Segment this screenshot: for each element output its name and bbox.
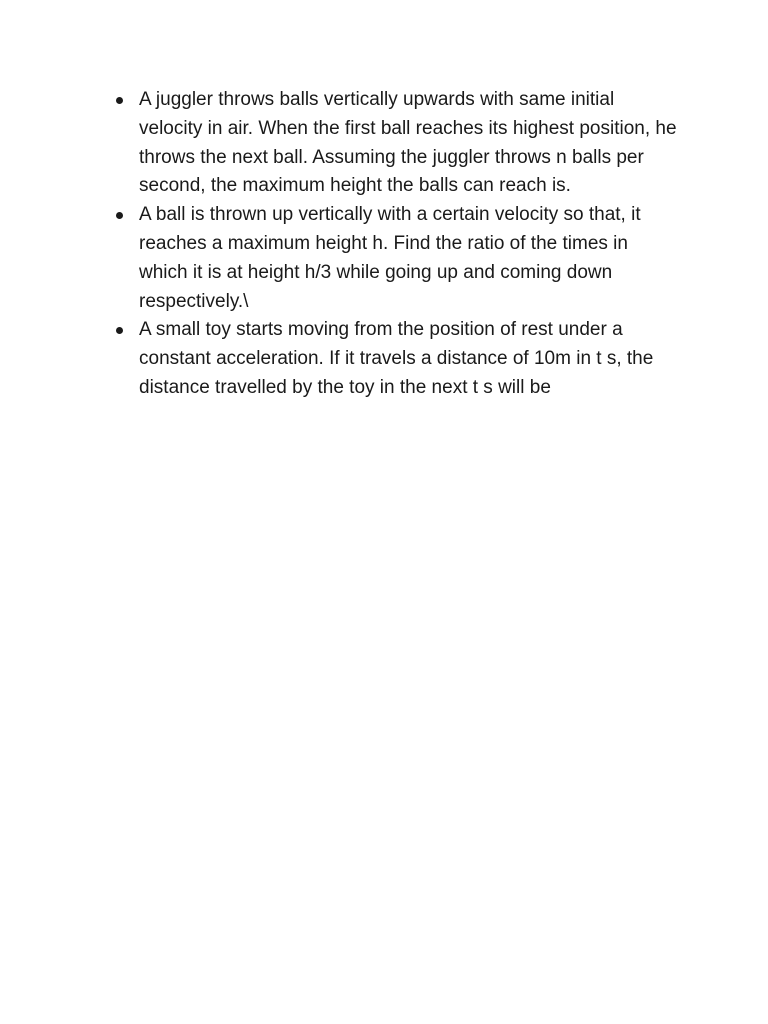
list-item-text: A ball is thrown up vertically with a certain velocity so that, it reaches a maximum height h. Find the ratio of the times in which it is at height h/3 while going up and coming down respectively.\ <box>139 204 641 312</box>
bullet-dot-icon <box>116 97 123 104</box>
bullet-list <box>139 86 679 403</box>
bullet-dot-icon <box>116 327 123 334</box>
document-body <box>139 86 679 403</box>
list-item-text: A small toy starts moving from the position of rest under a constant acceleration. If it travels a distance of 10m in t s, the distance travelled by the toy in the next t s will be <box>139 319 654 398</box>
list-item <box>139 86 679 201</box>
list-item <box>139 201 679 316</box>
list-item-text: A juggler throws balls vertically upwards with same initial velocity in air. When the first ball reaches its highest position, he throws the next ball. Assuming the juggler throws n balls per second, the maximum height the balls can reach is. <box>139 89 677 197</box>
list-item <box>139 316 679 402</box>
bullet-dot-icon <box>116 212 123 219</box>
